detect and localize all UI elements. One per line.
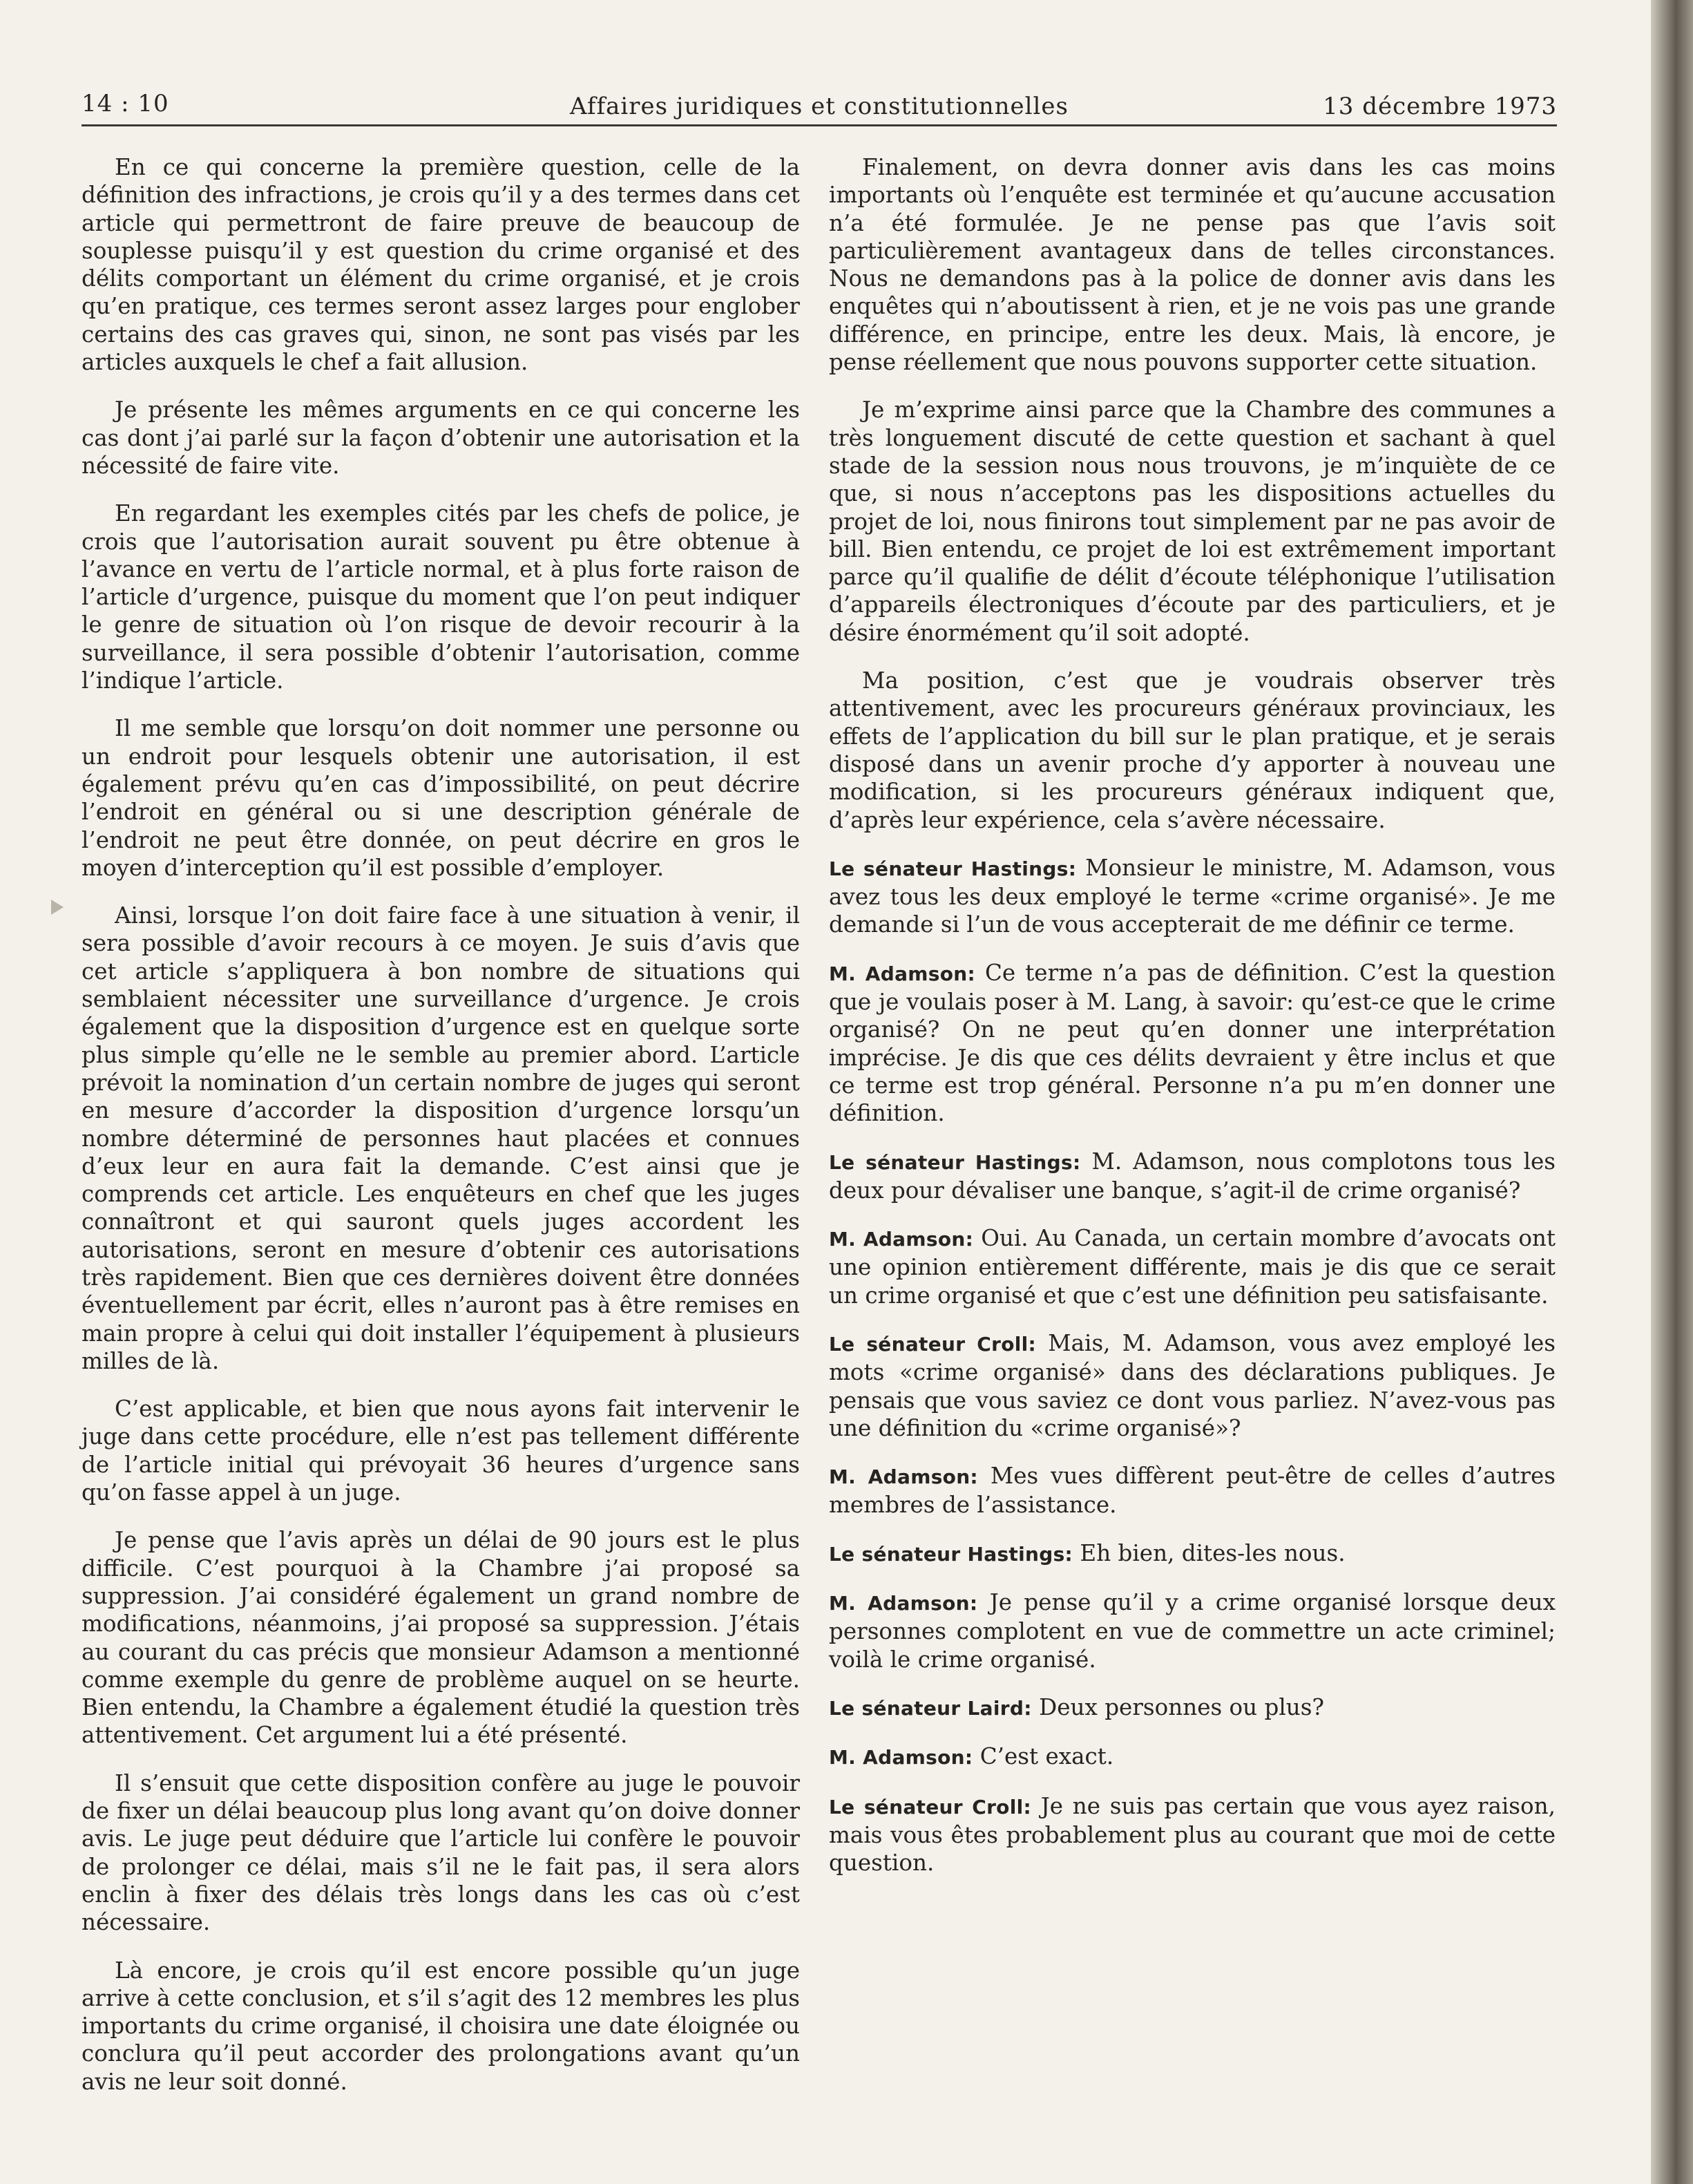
speaker-name: M. Adamson: [829,1592,978,1615]
speech-text: Monsieur le ministre, M. Adamson, vous avez tous les deux employé le terme «crime organisé». Je me demande si l’un de vous accepterait de me définir ce terme. [829,854,1556,938]
paragraph: En regardant les exemples cités par les chefs de police, je crois que l’autorisation aurait souvent pu être obtenue à l’avance en vertu de l’article normal, et à plus forte raison de l’article d’urgence, puisque du moment que l’on peut indiquer le genre de situation où l’on risque de devoir recourir à la surveillance, il sera possible d’obtenir l’autorisation, comme l’indique l’article. [82,500,800,694]
page-header [82,90,1557,126]
dialogue-turn [829,1329,1556,1442]
paragraph: Ainsi, lorsque l’on doit faire face à une situation à venir, il sera possible d’avoir recours à ce moyen. Je suis d’avis que cet article s’appliquera à bon nombre de situations qui semblaient nécessiter une surveillance d’urgence. Je crois également que la disposition d’urgence est en quelque sorte plus simple qu’elle ne le semble au premier abord. L’article prévoit la nomination d’un certain nombre de juges qui seront en mesure d’accorder la disposition d’urgence lorsqu’un nombre déterminé de personnes haut placées et connues d’eux leur en aura fait la demande. C’est ainsi que je comprends cet article. Les enquêteurs en chef que les juges connaîtront et qui sauront quels juges accordent les autorisations, seront en mesure d’obtenir ces autorisations très rapidement. Bien que ces dernières doivent être données éventuellement par écrit, elles n’auront pas à être remises en main propre à celui qui doit installer l’équipement à plusieurs milles de là. [82,902,800,1374]
left-column [82,153,800,2116]
paragraph: Ma position, c’est que je voudrais observer très attentivement, avec les procureurs généraux provinciaux, les effets de l’application du bill sur le plan pratique, et je serais disposé dans un avenir proche d’y apporter à nouveau une modification, si les procureurs généraux indiquent que, d’après leur expérience, cela s’avère nécessaire. [829,667,1556,833]
dialogue-turn [829,854,1556,939]
page-number: 14 : 10 [82,90,169,117]
speech-text: Deux personnes ou plus? [1039,1693,1324,1720]
speech-text: Mais, M. Adamson, vous avez employé les mots «crime organisé» dans des déclarations publiques. Je pensais que vous saviez ce dont vous parliez. N’avez-vous pas une définition du «crime organisé»? [829,1329,1556,1441]
speech-text: Je pense qu’il y a crime organisé lorsque deux personnes complotent en vue de commettre un acte criminel; voilà le crime organisé. [829,1589,1556,1673]
header-date: 13 décembre 1973 [1323,93,1557,120]
dialogue-turn [829,1693,1556,1722]
speaker-name: M. Adamson: [829,1228,974,1251]
running-title: Affaires juridiques et constitutionnelles [570,93,1069,120]
dialogue-turn [829,1462,1556,1519]
paragraph: En ce qui concerne la première question, celle de la définition des infractions, je crois qu’il y a des termes dans cet article qui permettront de faire preuve de beaucoup de souplesse puisqu’il y est question du crime organisé et des délits comportant un élément du crime organisé, et je crois qu’en pratique, ces termes seront assez larges pour englober certains des cas graves qui, sinon, ne sont pas visés par les articles auxquels le chef a fait allusion. [82,154,800,376]
paragraph: Je présente les mêmes arguments en ce qui concerne les cas dont j’ai parlé sur la façon d’obtenir une autorisation et la nécessité de faire vite. [82,397,800,479]
dialogue-turn [829,1588,1556,1673]
speaker-name: Le sénateur Croll: [829,1332,1037,1356]
dialogue-turn [829,1743,1556,1772]
speaker-name: M. Adamson: [829,1465,978,1489]
binding-edge [1651,0,1693,2184]
speaker-name: Le sénateur Hastings: [829,1150,1081,1174]
speech-text: Eh bien, dites-les nous. [1080,1539,1346,1566]
paragraph: C’est applicable, et bien que nous ayons fait intervenir le juge dans cette procédure, elle n’est pas tellement différente de l’article initial qui prévoyait 36 heures d’urgence sans qu’on fasse appel à un juge. [82,1396,800,1506]
speaker-name: M. Adamson: [829,1746,973,1769]
paragraph: Finalement, on devra donner avis dans les cas moins importants où l’enquête est terminée et qu’aucune accusation n’a été formulée. Je ne pense pas que l’avis soit particulièrement avantageux dans de telles circonstances. Nous ne demandons pas à la police de donner avis dans les enquêtes qui n’aboutissent à rien, et je ne vois pas une grande différence, en principe, entre les deux. Mais, là encore, je pense réellement que nous pouvons supporter cette situation. [829,154,1556,376]
paragraph: Il s’ensuit que cette disposition confère au juge le pouvoir de fixer un délai beaucoup plus long avant qu’on doive donner avis. Le juge peut déduire que l’article lui confère le pouvoir de prolonger ce délai, mais s’il ne le fait pas, il sera alors enclin à fixer des délais très longs dans les cas où c’est nécessaire. [82,1769,800,1936]
dialogue-turn [829,959,1556,1128]
speaker-name: Le sénateur Hastings: [829,1542,1073,1566]
paragraph: Je pense que l’avis après un délai de 90 jours est le plus difficile. C’est pourquoi à la Chambre j’ai proposé sa suppression. J’ai considéré également un grand nombre de modifications, néanmoins, j’ai proposé sa suppression. J’étais au courant du cas précis que monsieur Adamson a mentionné comme exemple du genre de problème auquel on se heurte. Bien entendu, la Chambre a également étudié la question très attentivement. Cet argument lui a été présenté. [82,1527,800,1749]
speech-text: C’est exact. [979,1743,1114,1770]
dialogue-turn [829,1224,1556,1309]
dialogue-turn [829,1148,1556,1205]
paragraph: Il me semble que lorsqu’on doit nommer une personne ou un endroit pour lesquels obtenir une autorisation, il est également prévu qu’en cas d’impossibilité, on peut décrire l’endroit en général ou si une description générale de l’endroit ne peut être donnée, on peut décrire en gros le moyen d’interception qu’il est possible d’employer. [82,715,800,881]
speech-text: M. Adamson, nous complotons tous les deux pour dévaliser une banque, s’agit-il de crime organisé? [829,1148,1556,1204]
paragraph: Je m’exprime ainsi parce que la Chambre des communes a très longuement discuté de cette question et sachant à quel stade de la session nous nous trouvons, je m’inquiète de ce que, si nous n’acceptons pas les dispositions actuelles du projet de loi, nous finirons tout simplement par ne pas avoir de bill. Bien entendu, ce projet de loi est extrêmement important parce qu’il qualifie de délit d’écoute téléphonique l’utilisation d’appareils électroniques d’écoute par des particuliers, et je désire énormément qu’il soit adopté. [829,397,1556,646]
speech-text: Mes vues diffèrent peut-être de celles d’autres membres de l’assistance. [829,1463,1556,1519]
speech-text: Ce terme n’a pas de définition. C’est la question que je voulais poser à M. Lang, à savoir: qu’est-ce que le crime organisé? On ne peut qu’en donner une interprétation imprécise. Je dis que ces délits devraient y être inclus et que ce terme est trop général. Personne n’a pu m’en donner une définition. [829,959,1556,1127]
dialogue-turn [829,1539,1556,1568]
dialogue-turn [829,1792,1556,1877]
margin-arrow-mark [51,900,64,915]
speech-text: Oui. Au Canada, un certain mombre d’avocats ont une opinion entièrement différente, mais je dis que ce serait un crime organisé et que c’est une définition peu satisfaisante. [829,1225,1556,1309]
speech-text: Je ne suis pas certain que vous ayez raison, mais vous êtes probablement plus au courant que moi de cette question. [829,1792,1556,1877]
speaker-name: Le sénateur Hastings: [829,857,1077,880]
speaker-name: Le sénateur Laird: [829,1696,1032,1720]
speaker-name: Le sénateur Croll: [829,1795,1032,1819]
paragraph: Là encore, je crois qu’il est encore possible qu’un juge arrive à cette conclusion, et s’il s’agit des 12 membres les plus importants du crime organisé, il choisira une date éloignée ou conclura qu’il peut accorder des prolongations avant qu’un avis ne leur soit donné. [82,1957,800,2095]
right-column [829,153,1556,1897]
speaker-name: M. Adamson: [829,962,975,985]
